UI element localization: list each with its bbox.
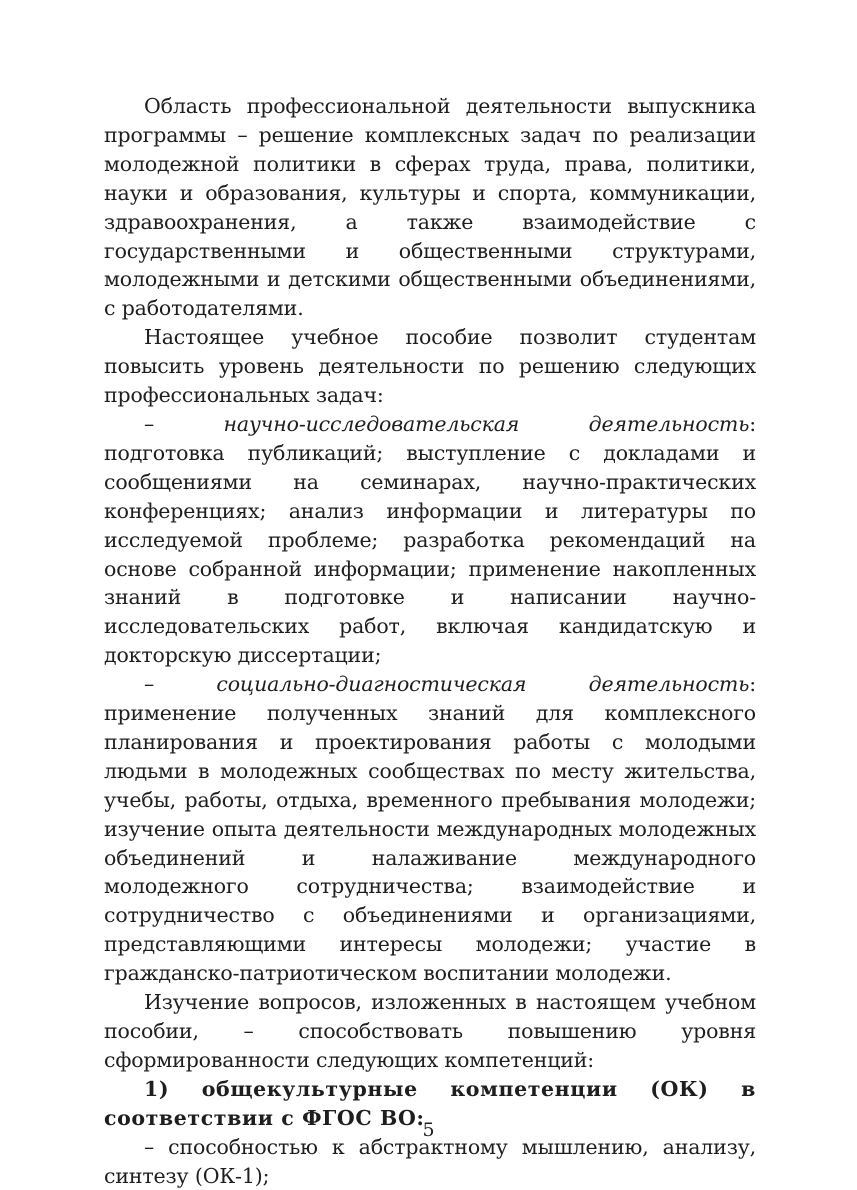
activity-description-diagnostic: : применение полученных знаний для комплексного планирования и проектирования работы с молодыми людьми в молодежных сообществах по месту жительства, учебы, работы, отдыха, временного пребывания молодежи; изучение опыта деятельности международных молодежных объединений и налаживание международного молодежного сотрудничества; взаимодействие и сотрудничество с объединениями и организациями, представляющими интересы молодежи; участие в гражданско-патриотическом воспитании молодежи. bbox=[104, 672, 756, 986]
paragraph-competency-ok1: – способностью к абстрактному мышлению, анализу, синтезу (ОК-1); bbox=[104, 1134, 756, 1188]
paragraph-competencies-intro: Изучение вопросов, изложенных в настоящем учебном пособии, – способствовать повышению уровня сформированности следующих компетенций: bbox=[104, 990, 756, 1072]
page-body bbox=[104, 92, 756, 1190]
list-dash: – bbox=[144, 672, 217, 697]
activity-description-research: : подготовка публикаций; выступление с докладами и сообщениями на семинарах, научно-практических конференциях; анализ информации и литературы по исследуемой проблеме; разработка рекомендаций на основе собранной информации; применение накопленных знаний в подготовке и написании научно-исследовательских работ, включая кандидатскую и докторскую диссертации; bbox=[104, 411, 756, 668]
heading-general-competencies: 1) общекультурные компетенции (ОК) в соответствии с ФГОС ВО: bbox=[104, 1076, 756, 1130]
paragraph-diagnostic-activity bbox=[104, 670, 756, 988]
activity-term-diagnostic: социально-диагностическая деятельность bbox=[216, 672, 750, 697]
page-number: 5 bbox=[422, 1119, 435, 1141]
list-dash: – bbox=[144, 411, 224, 436]
paragraph-tutorial-purpose: Настоящее учебное пособие позволит студентам повысить уровень деятельности по решению следующих профессиональных задач: bbox=[104, 325, 756, 408]
paragraph-professional-field: Область профессиональной деятельности выпускника программы – решение комплексных задач по реализации молодежной политики в сферах труда, права, политики, науки и образования, культуры и спорта, коммуникации, здравоохранения, а также взаимодействие с государственными и общественными структурами, молодежными и детскими общественными объединениями, с работодателями. bbox=[104, 94, 756, 321]
paragraph-research-activity bbox=[104, 410, 756, 670]
activity-term-research: научно-исследовательская деятельность bbox=[223, 411, 750, 436]
